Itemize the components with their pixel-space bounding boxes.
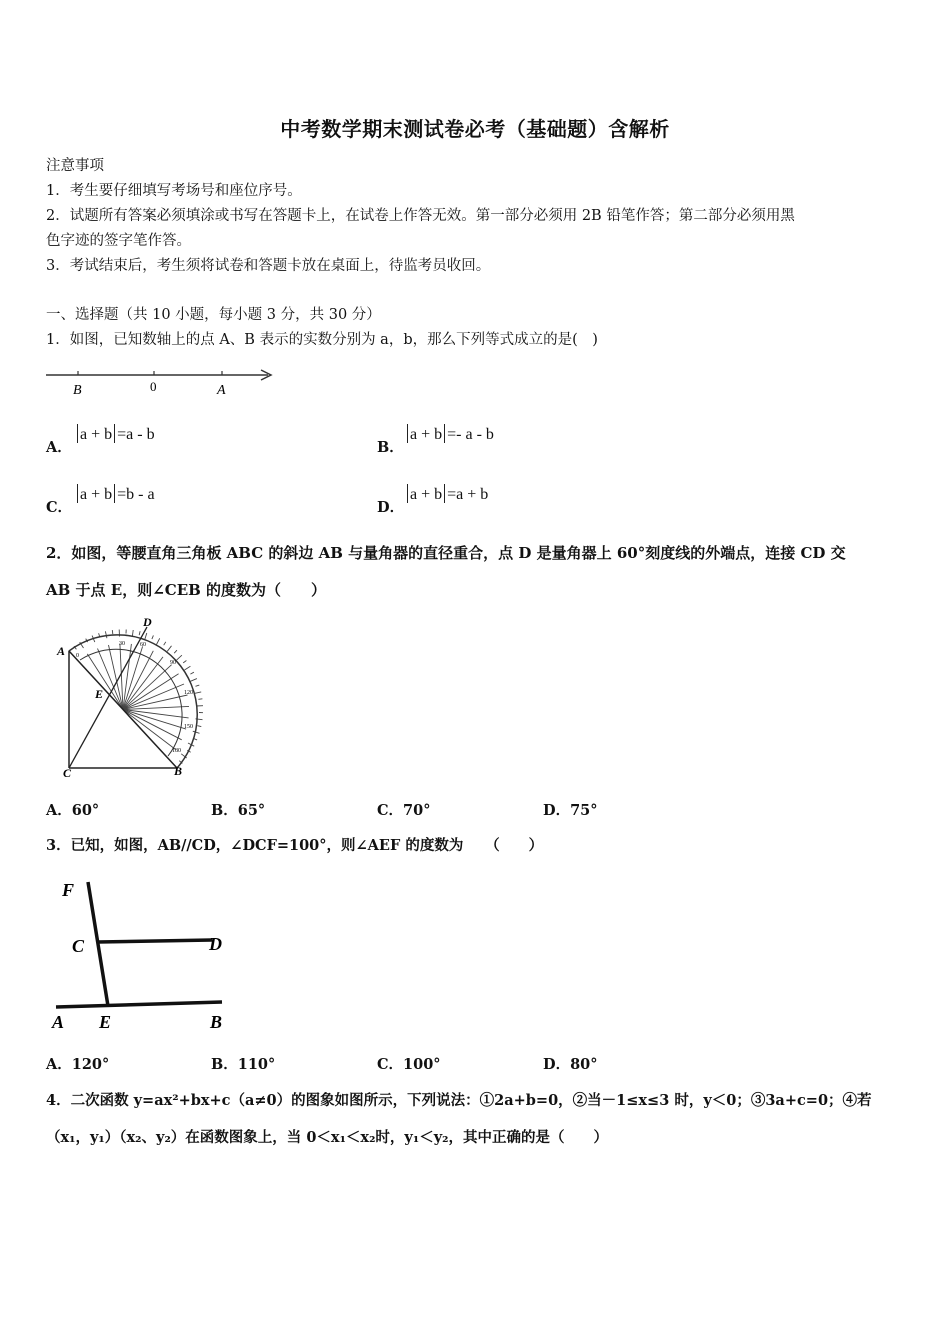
question-1-text: 1．如图，已知数轴上的点 A、B 表示的实数分别为 a，b，那么下列等式成立的是( )	[46, 332, 598, 348]
point-c-label: C	[72, 936, 85, 956]
q3-option-b: B．110°	[211, 1056, 276, 1073]
protractor-tick-30: 30	[119, 641, 125, 647]
question-4-line2: （x₁，y₁）（x₂、y₂）在函数图象上，当 0＜x₁＜x₂时，y₁＜y₂，其中正确的是（ ）	[46, 1129, 608, 1146]
protractor-ray	[123, 674, 179, 710]
point-e-label: E	[99, 1012, 112, 1032]
point-c-label: C	[63, 766, 72, 780]
point-f-label: F	[62, 880, 75, 900]
protractor-tick	[197, 726, 201, 727]
point-a-label: A	[52, 1012, 65, 1032]
protractor-tick-180: 180	[172, 748, 181, 754]
protractor-tick-0: 0	[76, 653, 79, 659]
q2-option-d: D．75°	[543, 802, 598, 819]
protractor-tick	[152, 635, 154, 639]
question-2-line1: 2．如图，等腰直角三角板 ABC 的斜边 AB 与量角器的直径重合，点 D 是量角器上 60°刻度线的外端点，连接 CD 交	[46, 544, 846, 562]
q2-option-c: C．70°	[377, 802, 431, 819]
q1-option-d-expr: a + b =a + b	[405, 484, 488, 504]
point-b-label: B	[210, 1012, 223, 1032]
q1-option-a-label: A．	[46, 439, 72, 456]
point-b-label: B	[174, 764, 183, 778]
protractor-tick	[183, 661, 186, 663]
q1-option-b-label: B．	[377, 439, 404, 456]
protractor-tick	[112, 630, 113, 634]
number-line-label-a: A	[217, 383, 226, 398]
q3-option-a: A．120°	[46, 1056, 110, 1073]
q2-option-a: A．60°	[46, 802, 100, 819]
protractor-tick	[194, 692, 201, 694]
question-2-line2: AB 于点 E，则∠CEB 的度数为（ ）	[46, 581, 327, 599]
number-line-figure	[40, 362, 280, 402]
protractor-tick-60: 60	[140, 642, 146, 648]
question-4-line1: 4．二次函数 y=ax²+bx+c（a≠0）的图象如图所示，下列说法：①2a+b=0，②当－1≤x≤3 时，y＜0；③3a+c=0；④若	[46, 1092, 872, 1109]
protractor-tick	[198, 699, 202, 700]
protractor-tick	[190, 672, 194, 674]
protractor-tick	[164, 642, 166, 645]
point-a-label: A	[57, 644, 66, 658]
q1-option-a-expr: a + b =a - b	[75, 424, 155, 444]
q1-option-c-expr: a + b =b - a	[75, 484, 155, 504]
protractor-tick-120: 120	[184, 690, 193, 696]
protractor-tick	[177, 655, 182, 660]
notice-item: 1．考生要仔细填写考场号和座位序号。	[46, 183, 302, 199]
point-d-label: D	[143, 615, 152, 629]
question-3-text: 3．已知，如图，AB//CD，∠DCF=100°，则∠AEF 的度数为 （ ）	[46, 837, 544, 854]
protractor-tick-150: 150	[184, 724, 193, 730]
protractor-tick	[139, 631, 140, 635]
protractor-tick	[190, 679, 197, 682]
notice-item: 3．考试结束后，考生须将试卷和答题卡放在桌面上，待监考员收回。	[46, 258, 491, 274]
protractor-figure	[46, 612, 221, 782]
point-d-label: D	[209, 934, 222, 954]
number-line-label-b: B	[73, 383, 82, 398]
q3-option-d: D．80°	[543, 1056, 598, 1073]
q2-option-b: B．65°	[211, 802, 266, 819]
point-e-label: E	[95, 687, 104, 701]
parallel-lines-figure	[44, 866, 234, 1036]
notice-item: 2．试题所有答案必须填涂或书写在答题卡上，在试卷上作答无效。第一部分必须用 2B 铅笔作答；第二部分必须用黑	[46, 208, 795, 224]
notice-item: 色字迹的签字笔作答。	[46, 233, 191, 249]
number-line-label-zero: 0	[150, 379, 157, 394]
protractor-tick	[196, 685, 200, 686]
section-heading: 一、选择题（共 10 小题，每小题 3 分，共 30 分）	[46, 307, 381, 323]
protractor-tick	[185, 666, 191, 670]
protractor-tick	[157, 638, 160, 644]
q3-option-c: C．100°	[377, 1056, 441, 1073]
protractor-tick	[174, 650, 177, 653]
protractor-tick	[167, 646, 171, 652]
document-title: 中考数学期末测试卷必考（基础题）含解析	[280, 117, 670, 141]
protractor-ray	[87, 654, 123, 710]
q1-option-b-expr: a + b =- a - b	[405, 424, 494, 444]
notice-heading: 注意事项	[46, 158, 104, 174]
q1-option-d-label: D．	[377, 499, 405, 516]
protractor-tick	[145, 633, 147, 640]
protractor-tick-90: 90	[170, 660, 176, 666]
q1-option-c-label: C．	[46, 499, 73, 516]
